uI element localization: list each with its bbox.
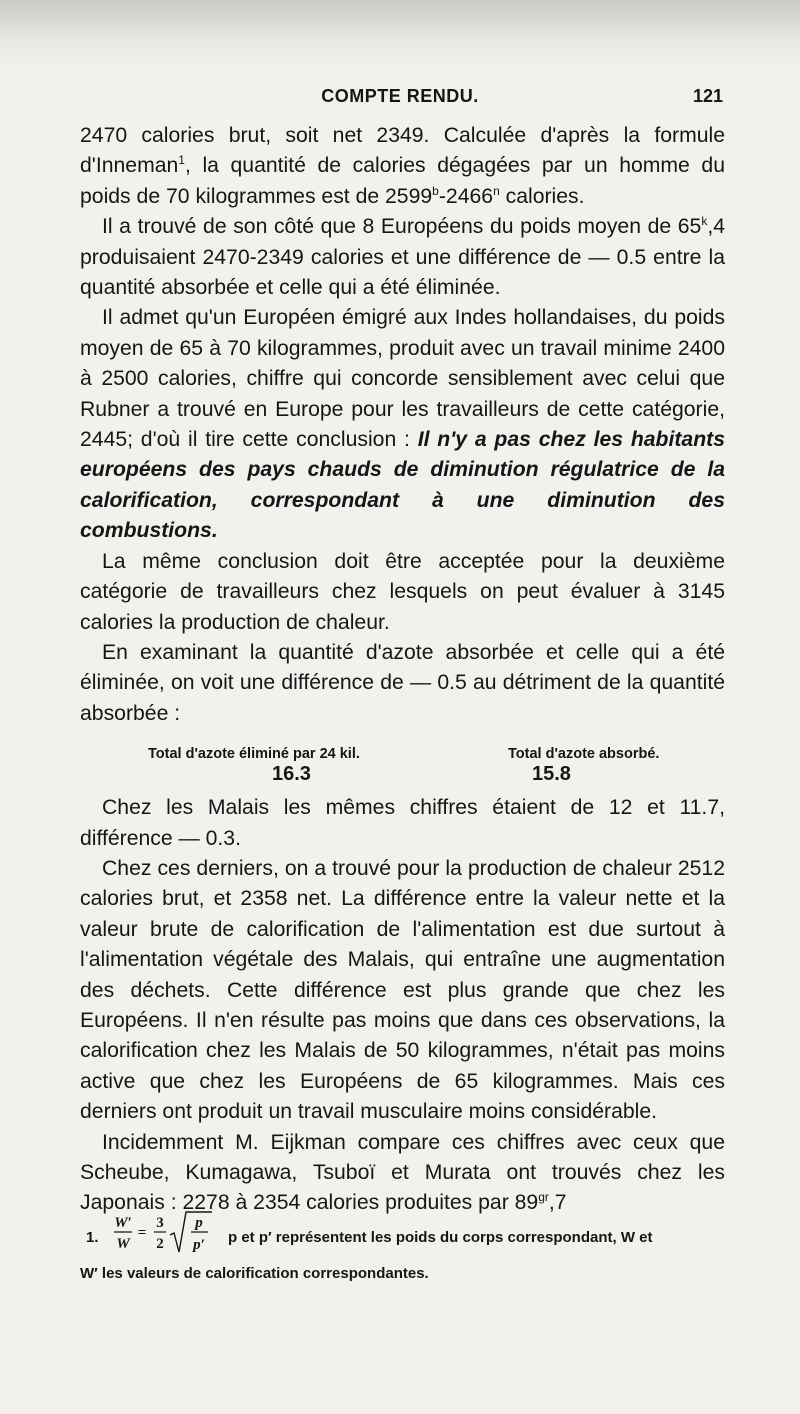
paragraph-1-part-c: -2466 bbox=[438, 184, 494, 208]
formula-lhs-denominator: W bbox=[116, 1236, 130, 1252]
superscript-gr: gr bbox=[538, 1190, 549, 1205]
table-header-absorbed: Total d'azote absorbé. bbox=[508, 746, 660, 763]
table-value-absorbed: 15.8 bbox=[532, 763, 571, 786]
superscript-k: k bbox=[701, 214, 708, 229]
superscript-n: n bbox=[493, 183, 500, 198]
paragraph-8-part-a: Incidemment M. Eijkman compare ces chiffres avec ceux que Scheube, Kumagawa, Tsuboï et Murata ont trouvés chez les Japonais : 2278 à 2354 calories produites par 89 bbox=[80, 1130, 725, 1215]
paragraph-1 bbox=[80, 121, 725, 212]
paragraph-1-part-d: calories. bbox=[499, 184, 585, 208]
paragraph-3 bbox=[80, 303, 725, 546]
paragraph-3-text: Il admet qu'un Européen émigré aux Indes hollandaises, du poids moyen de 65 à 70 kilogrammes, produit avec un travail minime 2400 à 2500 calories, chiffre qui concorde sensiblement avec celui que Rubner a trouvé en Europe pour les travailleurs de cette catégorie, 2445; d'où il tire cette conclusion : bbox=[80, 306, 725, 452]
formula-radical-denominator: p′ bbox=[193, 1237, 205, 1253]
page-number: 121 bbox=[692, 86, 723, 106]
nitrogen-table bbox=[80, 737, 725, 789]
footnote-text-line-2: W′ les valeurs de calorification correspondantes. bbox=[80, 1265, 429, 1282]
page-header bbox=[80, 86, 723, 116]
footnote-number: 1. bbox=[86, 1229, 99, 1246]
footnote bbox=[80, 1208, 730, 1287]
paragraph-2-part-a: Il a trouvé de son côté que 8 Européens du poids moyen de 65 bbox=[102, 215, 702, 239]
formula-lhs-numerator: W′ bbox=[114, 1215, 132, 1231]
paragraph-1-part-a: 2470 calories brut, soit net 2349. Calculée d'après la formule d'Inneman bbox=[80, 124, 725, 178]
body-text bbox=[80, 121, 725, 1219]
paragraph-6: Chez les Malais les mêmes chiffres étaient de 12 et 11.7, différence — 0.3. bbox=[80, 796, 725, 850]
formula-coef-denominator: 2 bbox=[156, 1236, 164, 1252]
paragraph-8 bbox=[80, 1128, 725, 1219]
formula-radical-numerator: p bbox=[195, 1215, 203, 1231]
table-header-eliminated: Total d'azote éliminé par 24 kil. bbox=[148, 746, 360, 763]
paragraph-8-part-b: ,7 bbox=[548, 1191, 567, 1215]
formula-coef-numerator: 3 bbox=[156, 1215, 164, 1231]
calorification-formula bbox=[112, 1208, 218, 1258]
paragraph-2 bbox=[80, 212, 725, 303]
paragraph-1-part-b: , la quantité de calories dégagées par un homme du poids de 70 kilogrammes est de 2599 bbox=[80, 154, 725, 208]
superscript-b: b bbox=[432, 183, 439, 198]
running-head: COMPTE RENDU. bbox=[321, 86, 479, 106]
paragraph-4: La même conclusion doit être acceptée pour la deuxième catégorie de travailleurs chez lesquels on peut évaluer à 3145 calories la production de chaleur. bbox=[80, 549, 725, 634]
footnote-reference: 1 bbox=[178, 153, 185, 168]
paragraph-3-conclusion: Il n'y a pas chez les habitants européens des pays chauds de diminution régulatrice de la calorification, correspondant à une diminution des combustions. bbox=[80, 428, 726, 543]
formula-equals: = bbox=[137, 1225, 147, 1241]
paragraph-5: En examinant la quantité d'azote absorbée et celle qui a été éliminée, on voit une différence de — 0.5 au détriment de la quantité absorbée : bbox=[80, 640, 725, 725]
paragraph-2-part-b: ,4 produisaient 2470-2349 calories et une différence de — 0.5 entre la quantité absorbée et celle qui a été éliminée. bbox=[80, 215, 725, 300]
paragraph-7: Chez ces derniers, on a trouvé pour la production de chaleur 2512 calories brut, et 2358 net. La différence entre la valeur nette et la valeur brute de calorification de l'alimentation est due surtout à l'alimentation végétale des Malais, qui entraîne une augmentation des déchets. Cette différence est plus grande que chez les Européens. Il n'en résulte pas moins que dans ces observations, la calorification chez les Malais de 50 kilogrammes, n'était pas moins active que chez les Européens de 65 kilogrammes. Mais ces derniers ont produit un travail musculaire moins considérable. bbox=[80, 856, 725, 1124]
table-value-eliminated: 16.3 bbox=[272, 763, 311, 786]
footnote-text-line-1: p et p′ représentent les poids du corps correspondant, W et bbox=[228, 1229, 653, 1246]
